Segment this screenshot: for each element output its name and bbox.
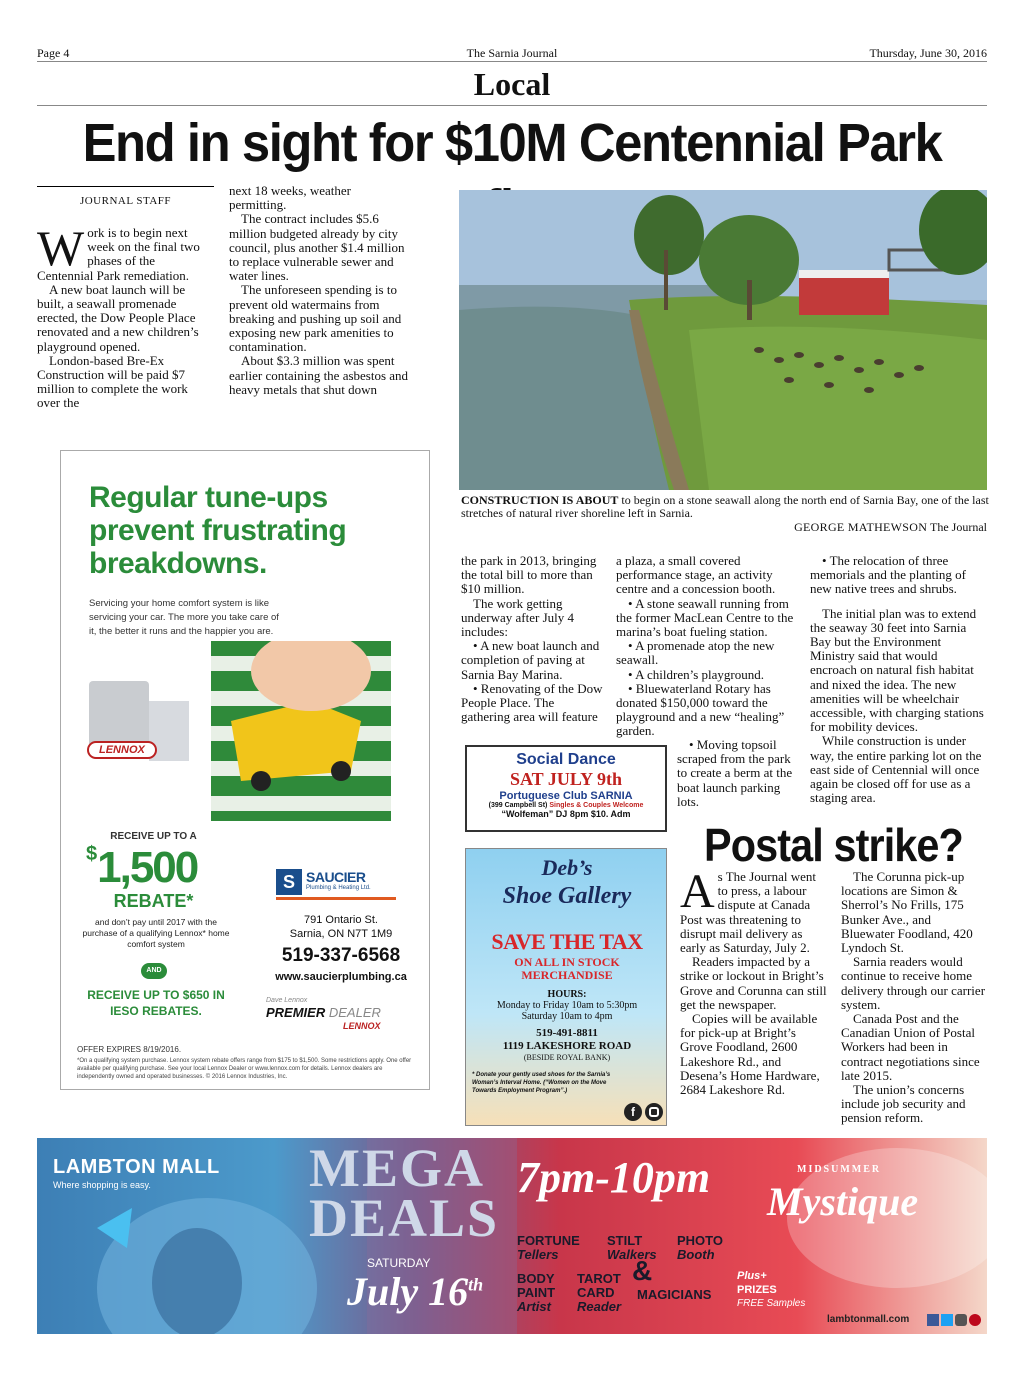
credit-name: GEORGE MATHEWSON: [794, 520, 928, 534]
lennox-logo: LENNOX: [87, 741, 157, 759]
hours-label: HOURS:: [547, 989, 587, 1000]
address-line: 791 Ontario St.: [304, 914, 378, 926]
stock-line: ON ALL IN STOCK: [514, 955, 620, 969]
article-column-3: [461, 554, 604, 724]
premier-dealer: [266, 1005, 381, 1020]
pinterest-icon[interactable]: [969, 1314, 981, 1326]
ad-headline: Regular tune-ups prevent frustrating breakdowns.: [89, 481, 347, 580]
paragraph: next 18 weeks, weather permitting.: [229, 183, 352, 213]
ieso-rebate: RECEIVE UP TO $650 IN IESO REBATES.: [87, 988, 225, 1018]
photo-caption: [461, 494, 989, 520]
instagram-icon[interactable]: [955, 1314, 967, 1326]
paragraph: a plaza, a small covered performance stage, an activity centre and a concession booth.: [616, 553, 776, 597]
article-column-2: [229, 184, 409, 397]
event-time: 7pm-10pm: [517, 1153, 711, 1202]
bullet: • Renovating of the Dow People Place. The gathering area will feature: [461, 680, 603, 725]
attraction: PHOTO: [677, 1233, 723, 1248]
byline: JOURNAL STAFF: [37, 186, 214, 207]
prizes-label: PRIZES: [737, 1284, 777, 1296]
attraction: FORTUNE: [517, 1233, 580, 1248]
paper-name: The Sarnia Journal: [466, 46, 558, 60]
section-title: Local: [37, 66, 987, 106]
paragraph: s The Journal went to press, a labour dispute at Canada Post was threatening to disrupt mail delivery as early as Saturday, July 2.: [680, 869, 816, 956]
postal-column-1: [680, 865, 828, 1098]
ad-date: SAT JULY 9th: [509, 769, 623, 789]
paragraph: London-based Bre-Ex Construction will be paid $7 million to complete the work over the: [37, 352, 188, 411]
ad-dj: “Wolfeman” DJ 8pm $10. Adm: [501, 809, 631, 819]
caption-lead: CONSTRUCTION IS ABOUT: [461, 493, 619, 507]
lennox-ad[interactable]: [60, 450, 430, 1090]
twitter-icon[interactable]: [941, 1314, 953, 1326]
offer-expires: OFFER EXPIRES 8/19/2016.: [77, 1045, 182, 1054]
debs-shoe-gallery-ad[interactable]: [465, 848, 667, 1126]
social-dance-ad[interactable]: [465, 745, 667, 832]
instagram-icon[interactable]: [645, 1103, 663, 1121]
stock-text: [466, 956, 667, 982]
ad-venue: Portuguese Club SARNIA: [499, 790, 633, 802]
hours-line: Monday to Friday 10am to 5:30pm: [496, 1000, 638, 1011]
mystique-title: Mystique: [767, 1179, 919, 1224]
dealer-sub: Plumbing & Heating Ltd.: [306, 885, 371, 891]
attraction: BODY: [517, 1271, 555, 1286]
dealer-website[interactable]: www.saucierplumbing.ca: [275, 971, 407, 983]
attraction: STILT: [607, 1233, 643, 1248]
bullet: • A promenade atop the new seawall.: [616, 638, 775, 668]
premier-word: PREMIER: [266, 1005, 326, 1020]
article-column-4: [616, 554, 796, 739]
mall-website[interactable]: lambtonmall.com: [827, 1314, 910, 1325]
mall-name: LAMBTON MALL: [53, 1156, 220, 1178]
page-header: [37, 46, 987, 62]
attraction-sub: Booth: [677, 1247, 715, 1262]
paragraph: Copies will be available for pick-up at Bright’s Grove Foodland, 2600 Lakeshore Rd., and Desena’s Home Hardware, 2684 Lakeshore Rd.: [680, 1011, 820, 1098]
saturday-label: SATURDAY: [367, 1256, 431, 1270]
paragraph: The initial plan was to extend the seaway 30 feet into Sarnia Bay but the Environment Ministry said that would encroach on natural fish habitat and nixed the idea. The new amenities will be wheelchair accessible, with charging stations for mobility devices.: [810, 605, 984, 735]
store-address: 1119 LAKESHORE ROAD: [502, 1040, 632, 1052]
midsummer-label: MIDSUMMER: [797, 1164, 882, 1175]
dealer-name: SAUCIER: [306, 869, 366, 885]
dollar-sign: $: [86, 843, 98, 865]
article-column-4b: [677, 738, 795, 809]
article-column-1: [37, 220, 214, 411]
saucier-logo-icon: S: [276, 869, 302, 895]
plus-label: Plus+: [737, 1270, 767, 1282]
facebook-icon[interactable]: [927, 1314, 939, 1326]
mega-text: MEGA: [309, 1138, 485, 1198]
attraction-sub: Reader: [577, 1299, 622, 1314]
ad-body: Servicing your home comfort system is like servicing your car. The more you take care of it, the better it runs and the happier you are.: [89, 598, 279, 637]
paragraph: Canada Post and the Canadian Union of Postal Workers had been in contract negotiations since late 2015.: [841, 1011, 980, 1083]
dealer-address: [256, 913, 426, 941]
bullet: • The relocation of three memorials and the planting of new native trees and shrubs.: [810, 553, 966, 597]
paragraph: A new boat launch will be built, a seawall promenade erected, the Dow People Place renovated and a new children’s playground opened.: [37, 281, 199, 354]
dealer-phone: 519-337-6568: [281, 945, 401, 966]
caption-text: to begin on a stone seawall along the north end of Sarnia Bay, one of the last stretches of natural river shoreline left in Sarnia.: [461, 493, 989, 520]
credit-org: The Journal: [930, 520, 987, 534]
mall-tagline: Where shopping is easy.: [53, 1180, 151, 1190]
attraction: CARD: [577, 1285, 615, 1300]
store-name-2: Shoe Gallery: [502, 883, 632, 909]
attraction-sub: Artist: [517, 1299, 551, 1314]
bullet: • Moving topsoil scraped from the park to create a berm at the boat launch parking lots.: [677, 737, 793, 809]
paragraph: The work getting underway after July 4 includes:: [461, 595, 574, 640]
attraction: TAROT: [577, 1271, 621, 1286]
event-day: July 16: [347, 1269, 469, 1314]
postal-column-2: [841, 870, 987, 1126]
paragraph: The unforeseen spending is to prevent old watermains from breaking and pushing up soil and exposing new park amenities to contamination.: [229, 282, 402, 355]
fine-print: *On a qualifying system purchase. Lennox system rebate offers range from $175 to $1,500. Some restrictions apply. One offer available per qualifying purchase. See your local Lennox Dealer or www.lennox.com for details. Lennox dealers are independently owned and operated businesses. © 2016 Lennox Industries, Inc.: [77, 1058, 412, 1080]
stock-line: MERCHANDISE: [521, 968, 613, 982]
address-line: Sarnia, ON N7T 1M9: [289, 928, 393, 940]
and-badge: AND: [141, 963, 167, 979]
child-toy-truck-image: [61, 641, 430, 821]
ad-address: (399 Campbell St): [488, 802, 548, 809]
rebate-amount: [86, 843, 197, 893]
ad-title: Social Dance: [516, 751, 616, 768]
event-date: [347, 1268, 483, 1315]
dealer-word: DEALER: [328, 1005, 381, 1020]
paragraph: The contract includes $5.6 million budgeted already by city council, plus another $1.4 million to replace vulnerable sewer and water lines.: [229, 211, 405, 284]
bullet: • A stone seawall running from the former MacLean Centre to the marina’s boat fueling station.: [616, 595, 794, 640]
hours-line: Saturday 10am to 4pm: [521, 1011, 613, 1022]
receive-label: RECEIVE UP TO A: [110, 831, 197, 842]
bullet: • A new boat launch and completion of paving at Sarnia Bay Marina.: [461, 638, 600, 682]
store-phone: 519-491-8811: [536, 1027, 598, 1039]
paragraph: While construction is under way, the entire parking lot on the east side of Centennial will once again be closed off for use as a staging area.: [810, 733, 982, 806]
paragraph: About $3.3 million was spent earlier containing the asbestos and heavy metals that shut down: [229, 353, 409, 397]
bullet: • A children’s playground.: [628, 666, 764, 682]
donate-note: * Donate your gently used shoes for the Sarnia’s Woman’s Interval Home. (“Women on the Move Towards Employment Program”.): [472, 1072, 611, 1094]
save-the-tax: SAVE THE TAX: [491, 929, 643, 954]
orange-rule: [276, 897, 396, 900]
dave-lennox: Dave Lennox: [266, 997, 308, 1004]
paragraph: The union’s concerns include job security and pension reform.: [841, 1082, 966, 1126]
ad-singles: Singles & Couples Welcome: [549, 802, 644, 809]
bullet: • Bluewaterland Rotary has donated $150,000 toward the playground and a new “healing” garden.: [616, 680, 785, 739]
attraction-sub: Walkers: [607, 1247, 657, 1262]
store-hours: [466, 989, 667, 1022]
page-number: Page 4: [37, 46, 70, 60]
rebate-text: and don’t pay until 2017 with the purchase of a qualifying Lennox* home comfort system: [82, 917, 230, 949]
park-photo: [459, 190, 987, 490]
issue-date: Thursday, June 30, 2016: [869, 46, 987, 60]
free-samples: FREE Samples: [737, 1298, 806, 1309]
postal-headline: Postal strike?: [704, 819, 963, 871]
amount: 1,500: [97, 843, 198, 892]
photo-credit: [461, 520, 987, 535]
attraction: PAINT: [517, 1285, 556, 1300]
article-column-5: [810, 554, 987, 805]
rebate-label: REBATE*: [113, 891, 194, 911]
beside-royal-bank: (BESIDE ROYAL BANK): [523, 1053, 611, 1062]
paragraph: The Corunna pick-up locations are Simon & Sherrol’s No Frills, 175 Bunker Ave., and Bluewater Foodland, 420 Lyndoch St.: [841, 869, 973, 956]
event-suffix: th: [468, 1274, 484, 1295]
paragraph: Readers impacted by a strike or lockout in Bright’s Grove and Corunna can still get the newspaper.: [680, 954, 827, 1012]
lennox-small-logo: LENNOX: [343, 1021, 381, 1031]
store-name-1: Deb’s: [541, 855, 593, 880]
ampersand: &: [632, 1255, 653, 1286]
drop-cap: A: [680, 865, 715, 918]
shoreline-photo-illustration: [459, 190, 987, 490]
deals-text: DEALS: [309, 1188, 500, 1248]
main-headline: End in sight for $10M Centennial Park: [82, 113, 942, 173]
drop-cap: W: [37, 220, 85, 276]
attraction-sub: Tellers: [517, 1247, 559, 1262]
paragraph: ork is to begin next week on the final two phases of the Centennial Park remediation.: [37, 225, 200, 283]
lambton-mall-banner[interactable]: [37, 1138, 987, 1334]
facebook-icon[interactable]: f: [624, 1103, 642, 1121]
paragraph: the park in 2013, bringing the total bill to more than $10 million.: [461, 553, 597, 597]
attraction: MAGICIANS: [637, 1287, 712, 1302]
paragraph: Sarnia readers would continue to receive home delivery through our carrier system.: [841, 954, 986, 1012]
